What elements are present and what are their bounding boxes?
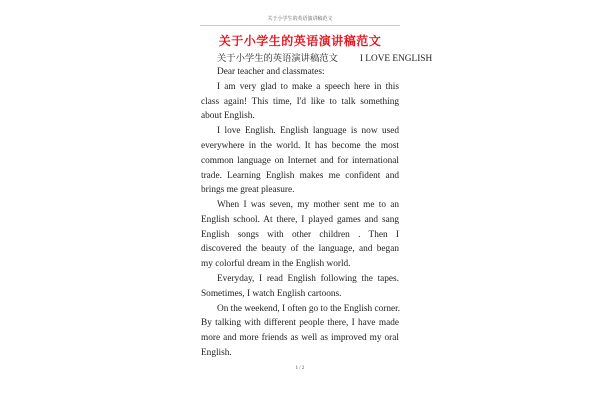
- paragraph-line: trade. Learning English makes me confident and: [201, 171, 399, 181]
- subtitle-english: I LOVE ENGLISH: [359, 54, 433, 64]
- paragraph-line: discovered the beauty of the language, and began: [201, 244, 399, 254]
- paragraph-line: I am very glad to make a speech here in this: [217, 82, 399, 92]
- paragraph-line: more and more friends as well as improved my oral: [201, 333, 399, 343]
- paragraph-line: my colorful dream in the English world.: [201, 259, 351, 269]
- paragraph-line: class again! This time, I'd like to talk something: [201, 97, 399, 107]
- paragraph-line: On the weekend, I often go to the English corner.: [217, 304, 401, 314]
- subtitle-chinese: 关于小学生的英语演讲稿范文: [217, 54, 338, 64]
- document-subtitle: [217, 50, 432, 64]
- paragraph-line: English.: [201, 348, 232, 358]
- paragraph-line: By talking with different people there, I have made: [201, 318, 399, 328]
- paragraph-line: Everyday, I read English following the tapes.: [217, 274, 399, 284]
- page-number: 1 / 2: [295, 366, 305, 371]
- paragraph-line: Sometimes, I watch English cartoons.: [201, 289, 342, 299]
- paragraph-line: When I was seven, my mother sent me to an: [217, 200, 399, 210]
- document-title: 关于小学生的英语演讲稿范文: [218, 34, 382, 48]
- paragraph-line: about English.: [201, 111, 255, 121]
- paragraph-line: brings me great pleasure.: [201, 185, 295, 195]
- paragraph-line: I love English. English language is now used: [217, 126, 399, 136]
- running-header: 关于小学生的英语演讲稿范文: [267, 17, 333, 22]
- paragraph-line: English songs with other children . Then I: [201, 230, 399, 240]
- paragraph-line: everywhere in the world. It has become the most: [201, 141, 399, 151]
- paragraph-line: common language on Internet and for international: [201, 156, 399, 166]
- paragraph-line: Dear teacher and classmates:: [217, 67, 325, 77]
- header-divider: [200, 25, 400, 26]
- paragraph-line: English school. At there, I played games and sang: [201, 215, 399, 225]
